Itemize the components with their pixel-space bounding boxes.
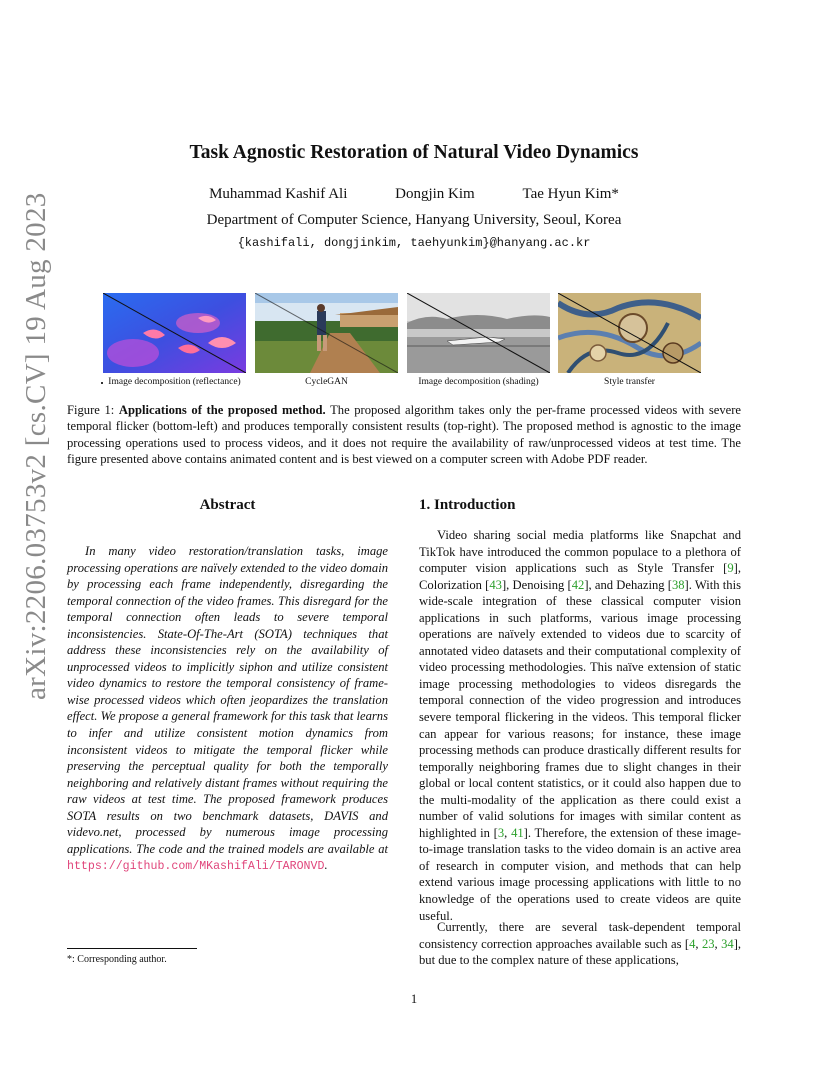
figure-panel-cyclegan	[255, 293, 398, 373]
panel-caption: Image decomposition (shading)	[418, 377, 539, 387]
code-link[interactable]: https://github.com/MKashifAli/TARONVD	[67, 860, 325, 874]
citation-link[interactable]: 42	[571, 577, 585, 592]
intro-text: ], and Dehazing [	[584, 577, 672, 592]
abstract-text: In many video restoration/translation tasks, image processing operations are naïvely extended to the video domain by processing each frame independently, disregarding the temporal connection of the video frames. This disregard for the temporal connection often leads to severe temporal inconsistencies. State-Of-The-Art (SOTA) techniques that address these inconsistencies rely on the availability of unprocessed videos to implicitly siphon and utilize consistent video dynamics to restore the temporal consistency of frame-wise processed videos which often jeopardizes the translation effect. We propose a general framework for this task that learns to infer and utilize consistent motion dynamics from inconsistent videos to mitigate the temporal flicker while preserving the perceptual quality for both the temporally neighboring and relatively distant frames without requiring the raw videos at test time. The proposed framework produces SOTA results on two benchmark datasets, DAVIS and videvo.net, processed by numerous image processing applications. The code and the trained models are available at	[67, 544, 388, 856]
figure-caption-bold: Applications of the proposed method.	[118, 403, 326, 417]
introduction-heading: 1. Introduction	[419, 497, 516, 513]
intro-text: ,	[714, 936, 722, 951]
author-name: Tae Hyun Kim*	[522, 186, 619, 202]
intro-text: ]. Therefore, the extension of these image-to-image translation tasks to the video domain is an active area of research in computer vision, and methods that can help extend various image processing applications with little to no knowledge of the operations used to create videos are quite useful.	[419, 825, 742, 923]
abstract-heading: Abstract	[199, 497, 256, 513]
citation-link[interactable]: 34	[721, 936, 734, 951]
intro-text: ,	[695, 936, 702, 951]
figure-label: Figure 1:	[67, 403, 115, 417]
panel-caption: Style transfer	[604, 377, 655, 387]
citation-link[interactable]: 38	[671, 577, 685, 592]
author-name: Dongjin Kim	[395, 186, 475, 202]
abstract-body	[67, 543, 388, 876]
intro-text: Video sharing social media platforms like Snapchat and TikTok have introduced the common populace to a plethora of computer vision applications such as Style Transfer [	[419, 528, 741, 576]
intro-text: ], but due to the complex nature of these applications,	[419, 936, 742, 968]
panel-caption: Image decomposition (reflectance)	[108, 377, 241, 387]
affiliation: Department of Computer Science, Hanyang University, Seoul, Korea	[206, 212, 622, 228]
figure-panel-style-transfer	[558, 293, 701, 373]
abstract-end: .	[324, 858, 328, 873]
figure-caption-text: The proposed algorithm takes only the per-frame processed videos with severe temporal flicker (bottom-left) and produces temporally consistent results (top-right). The proposed method is agnostic to the image processing operations used to process videos, and it does not require the availability of raw/unprocessed videos at test time. The figure presented above contains animated content and is best viewed on a computer screen with Adobe PDF reader.	[67, 403, 741, 466]
intro-text: ], Colorization [	[419, 561, 741, 592]
page-number: 1	[410, 992, 418, 1006]
arxiv-identifier-stamp: arXiv:2206.03753v2 [cs.CV] 19 Aug 2023	[20, 192, 52, 700]
citation-link[interactable]: 23	[701, 936, 715, 951]
figure-panel-shading	[407, 293, 550, 373]
introduction-paragraph	[419, 527, 741, 924]
figure-panel-reflectance	[103, 293, 246, 373]
panel-caption: CycleGAN	[305, 377, 348, 387]
citation-link[interactable]: 9	[727, 561, 734, 576]
intro-text: ]. With this wide-scale integration of these classical computer vision applications in such platforms, various image processing operations are naïvely extended to videos due to scarcity of annotated video datasets and their computational complexity of video processing methodologies. This naïve extension of static image processing methodologies to videos disregards the temporal connection of the video progression and introduces severe temporal flickering in the videos. This temporal flicker can appear for various reasons; for instance, these image processing methods can produce drastically different results for temporally neighboring frames due to slight changes in their global or local content statistics, or it could also happen due to the multi-modality of the application as there could exist a number of valid solutions for images with similar content as highlighted in [	[419, 577, 741, 840]
footnote: *: Corresponding author.	[67, 954, 167, 965]
introduction-paragraph	[419, 919, 741, 969]
footnote-rule	[67, 948, 197, 949]
author-name: Muhammad Kashif Ali	[209, 186, 348, 202]
intro-text: ], Denoising [	[501, 577, 572, 592]
author-list	[0, 186, 828, 203]
figure-caption	[67, 402, 741, 467]
intro-text: Currently, there are several task-dependent temporal consistency correction approaches available such as [	[419, 920, 741, 951]
citation-link[interactable]: 43	[489, 577, 502, 592]
citation-link[interactable]: 41	[511, 825, 524, 840]
author-emails: {kashifali, dongjinkim, taehyunkim}@hanyang.ac.kr	[237, 236, 591, 250]
citation-link[interactable]: 3	[497, 825, 505, 840]
citation-link[interactable]: 4	[689, 936, 696, 951]
intro-text: ,	[504, 825, 512, 840]
paper-title: Task Agnostic Restoration of Natural Video Dynamics	[189, 142, 639, 163]
